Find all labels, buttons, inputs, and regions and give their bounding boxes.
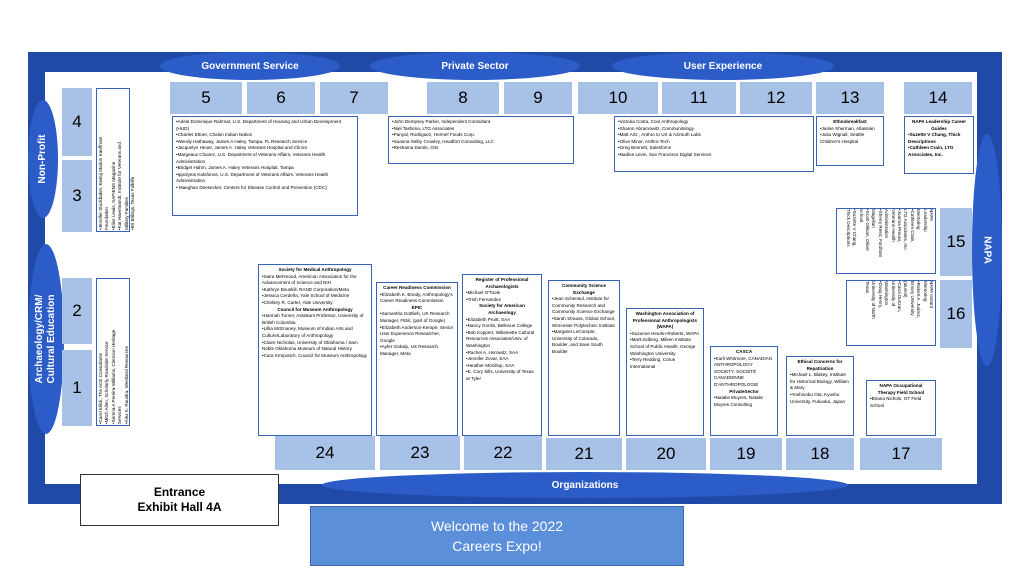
booth-number: 4 (72, 112, 82, 131)
banner-nonprofit-label: Non-Profit (37, 134, 48, 184)
booth-number: 17 (891, 444, 911, 463)
card-22-text-b: •Elizabeth Pruitt, SAA •Nancy Gonlin, Bellevue College •Bob Koppert, Willamette Cultural Resources Associates/Univ. of Washington •Rachel A. Horowitz, SAA •Jennifer Zovar, SAA •Heather McKillop, SAA •E. Cory Sills, University of Texas at Tyler (466, 316, 535, 381)
card-13-title: Ethnobreakfast (833, 119, 867, 124)
banner-non-profit (28, 100, 58, 218)
booth-8[interactable] (427, 82, 499, 114)
card-23-text-b: •Samantha Gottlieb, UX Research Manager, Fitbit, (part of Google) •Elizabeth Anderson-Kempe, Senior User Experience Researcher, Google •Ayfer Gokalp, UX Research Manager, Meta (380, 311, 454, 356)
welcome-line2: Careers Expo! (452, 538, 542, 554)
booth-13[interactable] (816, 82, 884, 114)
booth-12[interactable] (740, 82, 812, 114)
welcome-line1: Welcome to the 2022 (430, 518, 564, 534)
booth-4[interactable] (62, 88, 92, 156)
booth-5[interactable] (170, 82, 242, 114)
booth-22[interactable] (464, 436, 542, 470)
card-14-title: NAPA Leadership Career Guides (911, 119, 967, 131)
card-ux-text: •Victoria Costa, Cool Anthropology •Sharon Abramowitz, Communitology •Matt Artz , Anthro to UX & Azimuth Labs •Olive Minor, Anthro-Tech •Greg Bennett, Salesforce •Nadine Levin, San Francisco Digital Services (618, 119, 712, 157)
card-19-subtitle: PrivateSector (729, 388, 759, 394)
booth-9[interactable] (504, 82, 572, 114)
card-17-title: NAPA Occupational Therapy Field School (877, 383, 925, 395)
card-government (172, 116, 358, 216)
card-24-title: Society for Medical Anthropology (278, 267, 352, 272)
card-19-text: •Karli Whitmore, CANADIAN ANTHROPOLOGY SOCIETY, SOCIÉTÉ CANADIENNE D'ANTHROPOLOGIE (714, 355, 773, 387)
booth-20[interactable] (626, 438, 706, 470)
booth-6[interactable] (247, 82, 315, 114)
booth-number: 11 (690, 88, 708, 107)
card-1 (96, 278, 130, 426)
booth-number: 1 (72, 378, 82, 397)
banner-private-label: Private Sector (441, 60, 509, 72)
card-14 (904, 116, 974, 174)
banner-organizations-label: Organizations (551, 479, 619, 491)
card-23-text: •Elizabeth K. Briody, Anthropology's Career Readiness Commission (380, 291, 453, 304)
booth-2[interactable] (62, 278, 92, 344)
booth-3[interactable] (62, 160, 92, 232)
card-23-title: Career Readiness Commission (383, 285, 451, 290)
banner-archaeology-label: Archaeology/CRM/ Cultural Education (34, 294, 57, 384)
booth-number: 22 (493, 443, 513, 462)
card-3-text: •Jennifer Stuckbaker, Ewing Marion Kauffman Foundation •Elise Lewis, SAPIENS Magazine •Kat Haverwandt, Institute for Veterans and Military Families •Bri Billings, Texas Folklife (98, 136, 136, 230)
booth-number: 2 (72, 301, 82, 320)
banner-private-sector (370, 52, 580, 80)
booth-1[interactable] (62, 350, 92, 426)
booth-number: 24 (315, 443, 335, 462)
booth-number: 23 (410, 443, 430, 462)
card-15 (836, 208, 936, 274)
booth-14[interactable] (904, 82, 972, 114)
card-24-text-b: •Hannah Turner, Assistant Professor, University of British Columbia •Lillia McEnaney, Museum of Indian Arts and Culture/Laboratory of Anthropology •Claire Nicholas, University of Oklahoma / Sam Noble Oklahoma Museum of Natural History •Cara Krmpotich, Council for Museum Anthropology (262, 313, 368, 358)
card-1-text: •Carol Ellick, The ACE Consultants •Mitch Allen, Scholarly Roadside Service •Serena A Pereira-Williams, Clemson Heritage Services •Alex K. Ruuska, Westland Resources (98, 329, 129, 424)
card-3 (96, 88, 136, 232)
booth-number: 9 (533, 88, 543, 107)
booth-number: 5 (201, 88, 211, 107)
booth-15[interactable] (940, 208, 972, 276)
card-24-subtitle: Council for Museum Anthropology (277, 306, 353, 312)
booth-10[interactable] (578, 82, 658, 114)
booth-16[interactable] (940, 280, 972, 348)
card-19-text-b: •Natalie Muyres, Natalie Muyres Consulting (714, 395, 764, 407)
card-18 (786, 356, 854, 436)
booth-number: 19 (736, 444, 756, 463)
card-private-text: •John Dempsey Parker, Independent Consultant •Niel Tashima, LTG Associates •Panyal, Rodriguez, Hormel Foods Corp. •Suanna Selby Crowley, Headfort Consulting, LLC •Reshama Damle, OSI (392, 119, 494, 151)
booth-number: 21 (574, 444, 594, 463)
banner-user-experience (612, 52, 834, 80)
booth-number: 12 (766, 88, 786, 107)
card-22-subtitle: Society for American Archaeology (479, 303, 525, 315)
card-18-title: Ethical Concerns for Repatriation (797, 359, 843, 371)
booth-19[interactable] (710, 438, 782, 470)
card-14-text: •Suzette V Chang, Thick Descriptions •Cathleen Crain, LTG Associates, Inc. (908, 132, 961, 157)
booth-21[interactable] (546, 438, 622, 470)
banner-government-label: Government Service (201, 60, 299, 72)
welcome-banner (310, 506, 684, 566)
booth-number: 13 (840, 88, 860, 107)
booth-number: 8 (458, 88, 468, 107)
card-16-text: NAPA Instant Mentoring •Robert A. Juárez, Emory University (alumni) •Carol Dunzan, University of Washington •Doug Henry, University of North Texas (864, 281, 934, 319)
booth-number: 14 (928, 88, 948, 107)
card-16 (846, 280, 936, 346)
entrance-line2: Exhibit Hall 4A (137, 500, 222, 514)
booth-number: 10 (608, 88, 628, 107)
card-24-text: •Saira Mehmood, American Association for the Advancement of Science and NIH •Kathryn Bouskill, RAND Corporation/Meta •Jessica Cerdeña, Yale School of Medicine •Chelsey R. Carter, Yale University (262, 273, 357, 305)
card-19 (710, 346, 778, 436)
card-22 (462, 274, 542, 436)
card-13-text: •Jamie Sherman, Atlassian •Julia Wignall, Seattle Children's Hospital (820, 125, 875, 144)
card-ux (614, 116, 814, 172)
booth-23[interactable] (380, 436, 460, 470)
card-24 (258, 264, 372, 436)
booth-17[interactable] (860, 438, 942, 470)
card-22-text: •Michael O'Toole •Trish Fernandez (466, 290, 501, 302)
booth-24[interactable] (275, 436, 375, 470)
booth-number: 18 (810, 444, 830, 463)
booth-number: 15 (946, 232, 966, 251)
booth-number: 16 (946, 304, 966, 323)
card-19-title: CASCA (735, 349, 753, 354)
card-17-text: •Briana Nichols, OT Field School (870, 396, 922, 408)
booth-number: 20 (656, 444, 676, 463)
entrance-line1: Entrance (153, 485, 206, 499)
card-23-subtitle: EPIC (411, 304, 423, 310)
banner-organizations (322, 472, 848, 498)
card-21-text: •Jean Schensul, Institute for Community Research and Community Science Exchange •Sarah Strauss, Global School, Worcester Polytechnic Institute •Margaret LeCompte, University of Colorado, Boulder, and Save South Boulder (552, 296, 616, 354)
card-22-title: Register of Professional Archaeologists (475, 277, 529, 289)
banner-napa (972, 134, 1002, 366)
card-17 (866, 380, 936, 436)
banner-napa-label: NAPA (981, 236, 993, 264)
booth-number: 6 (276, 88, 286, 107)
card-18-text: •Michael L. Blakey, Institute for Historical Biology, William & Mary •Yoshinobu Ota, Kyushu University, Fukuoka, Japan (790, 372, 849, 404)
booth-number: 3 (72, 186, 82, 205)
booth-11[interactable] (662, 82, 736, 114)
card-20-title: Washington Association of Professional Anthropologists (WAPA) (632, 311, 698, 330)
entrance-label (80, 474, 279, 526)
card-13 (816, 116, 884, 166)
booth-7[interactable] (320, 82, 388, 114)
card-15-text: NAPA Leadership Mentoring •Cathleen Crain, LTG Associates, Inc. •Joanna Preuss, Veterans Health Administration •Sherry Reed, Fordham Magellan •Scott Ollivan, Olivet school •Suzette V Chang, Thick Descriptions (845, 209, 934, 258)
banner-government-service (160, 52, 340, 80)
card-21 (548, 280, 620, 436)
banner-ux-label: User Experience (683, 60, 763, 72)
card-private (388, 116, 574, 164)
card-government-text: •Adela Dominique Rahmat, U.S. Department of Housing and Urban Development (HUD) •Charles Ettner, Chalon Indian Nation •Wendy Hathaway, James A Haley, Tampa, FL Research Service •Jacquelyn Heuer, James A. Haley Veterans Hospital and Clinics •Margeaux Chavez, U.S. Department of Veterans Affairs, Veterans Health Administration •Bridget Hahm, James A. Haley Veterans Hospital, Tampa •Ippolytos Kalofonos, U.S. Department of Veterans Affairs, Veterans Health Administration • Maeghan Deesecker, Centers for Disease Control and Prevention (CDC) (176, 119, 342, 190)
banner-archaeology (28, 244, 64, 434)
booth-18[interactable] (786, 438, 854, 470)
card-23 (376, 282, 458, 436)
card-21-title: Community Science Exchange (562, 283, 606, 295)
card-20 (626, 308, 704, 436)
card-20-text: •Suzanne Heurtin-Roberts, WAPA •Mark Edberg, Milken Institute School of Public Health, George Washington University •Terry Redding, Corus International (630, 330, 700, 369)
booth-number: 7 (349, 88, 359, 107)
